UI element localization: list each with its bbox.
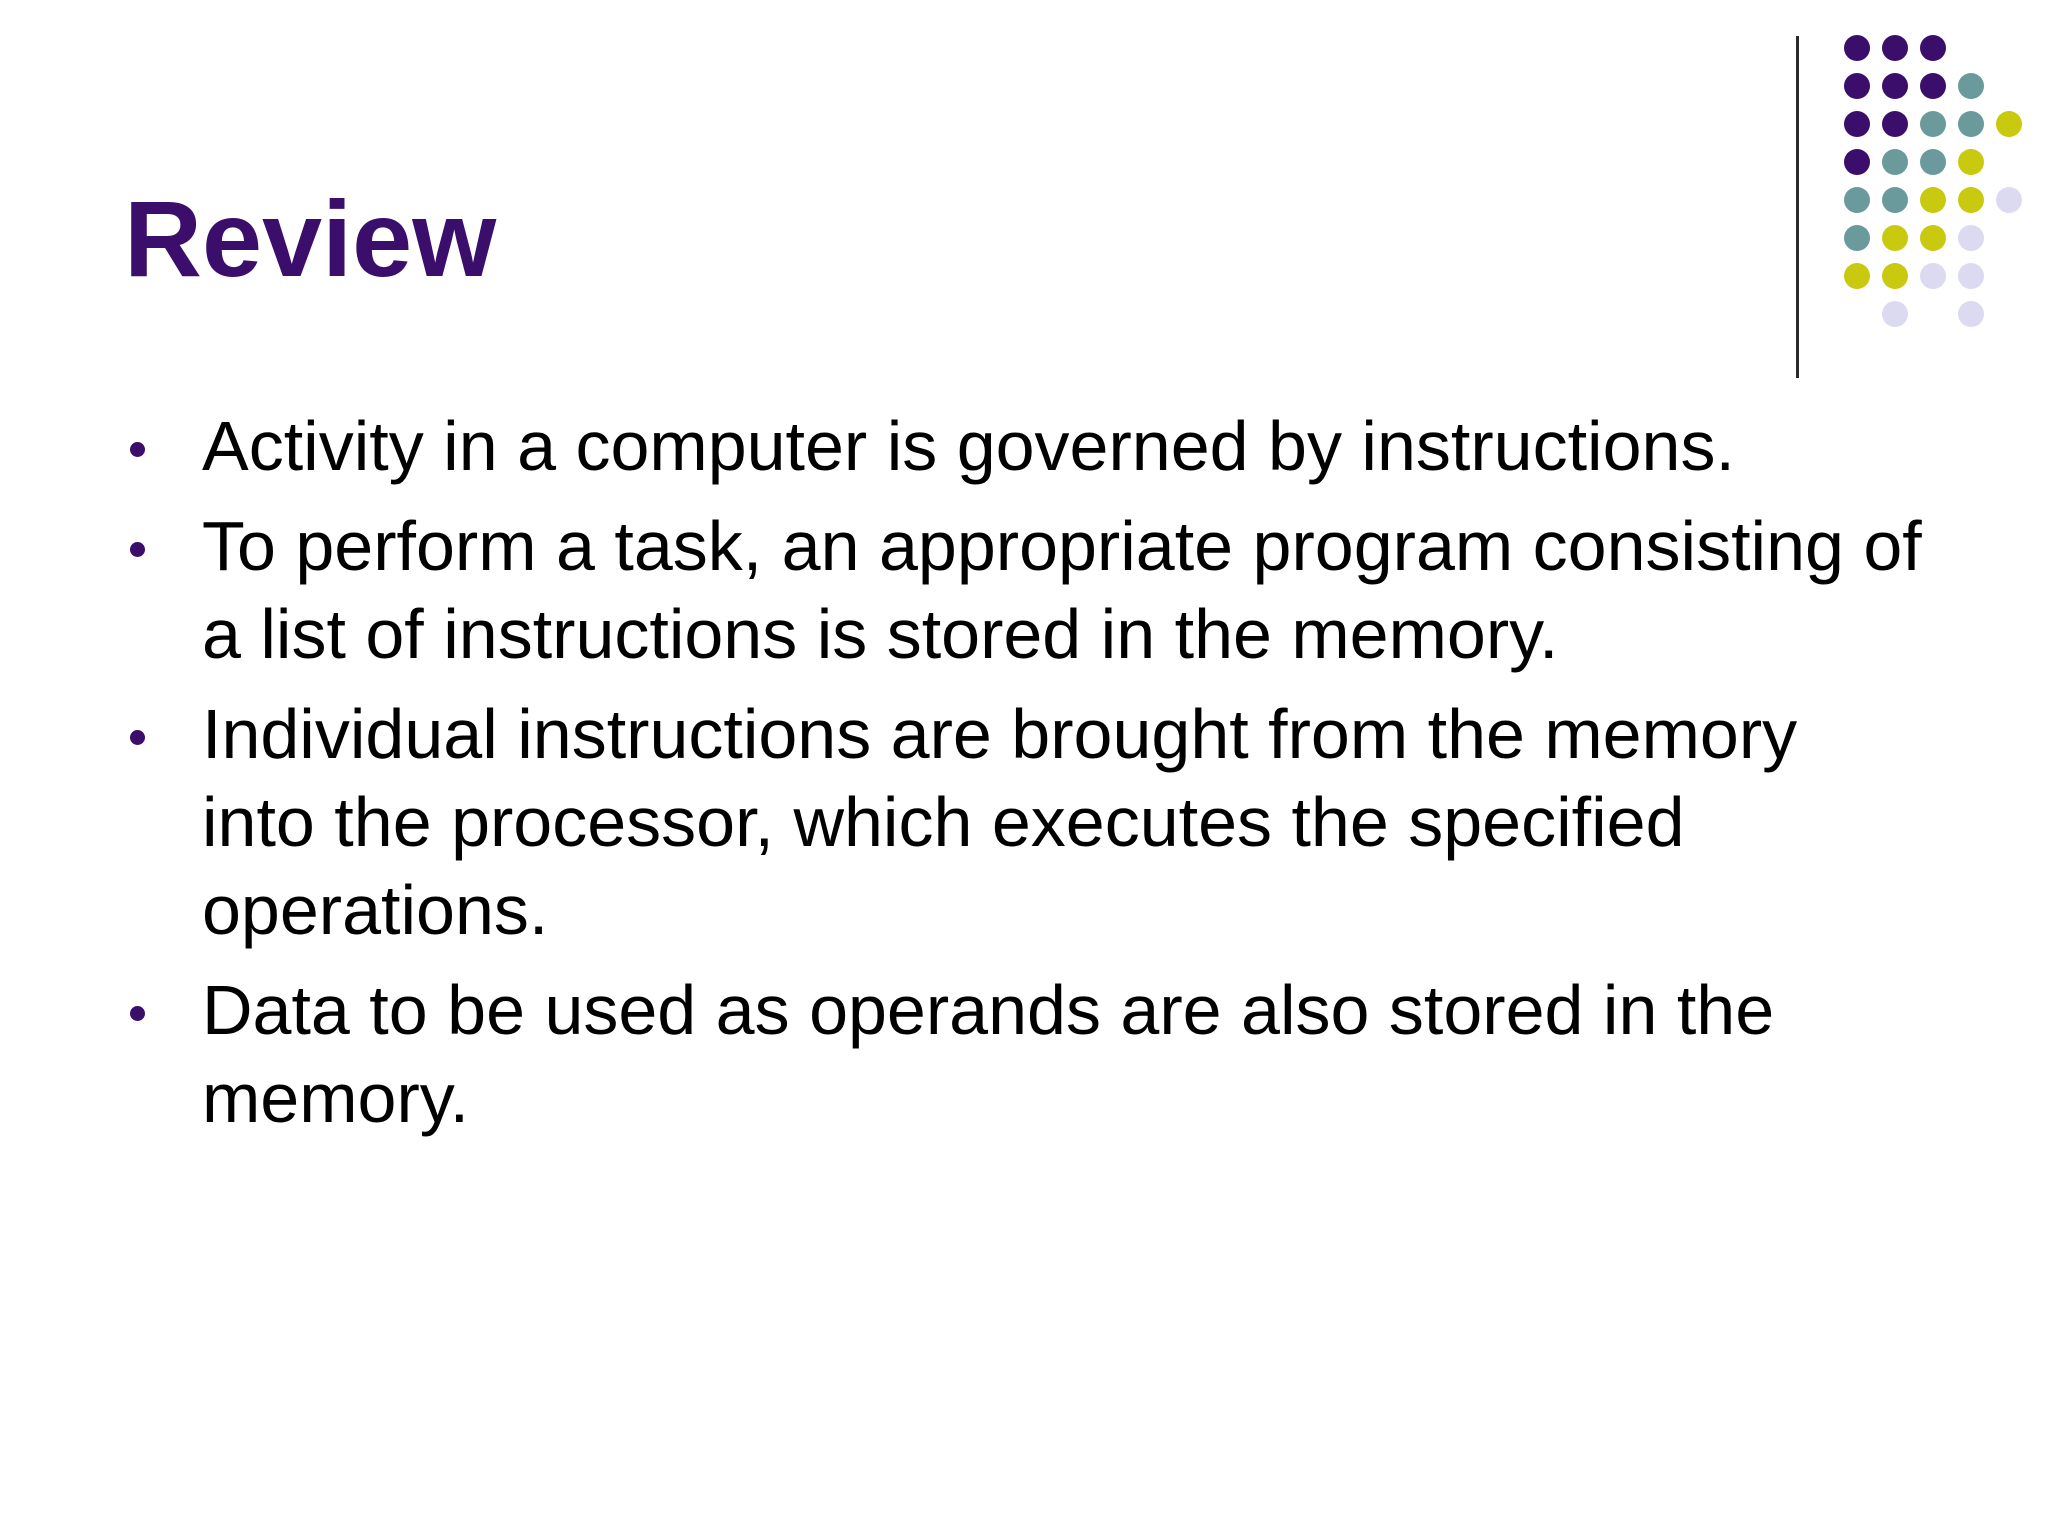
decor-dot [1958,149,1984,175]
decor-dot [1958,225,1984,251]
decor-dot [1882,187,1908,213]
decor-dot [1882,35,1908,61]
decor-dot [1958,301,1984,327]
decor-dot [1920,111,1946,137]
decor-dot [1920,73,1946,99]
bullet-dot-icon [130,442,145,457]
decor-dot [1844,111,1870,137]
decor-dot [1844,187,1870,213]
decor-dot [1920,263,1946,289]
decor-dot [1882,301,1908,327]
bullet-item [124,502,1924,678]
decor-dot [1882,73,1908,99]
decor-dot [1996,187,2022,213]
decor-dot [1920,35,1946,61]
bullet-dot-icon [130,730,145,745]
decor-dot [1844,35,1870,61]
bullet-list [124,402,1924,1154]
bullet-text: Individual instructions are brought from the memory into the processor, which executes the specified operations. [202,695,1798,949]
decor-dot [1958,73,1984,99]
decor-dot [1844,73,1870,99]
decor-dot [1958,111,1984,137]
bullet-dot-icon [130,1006,145,1021]
decor-dot [1844,263,1870,289]
decor-dot [1920,225,1946,251]
bullet-item [124,402,1924,490]
decor-dot [1844,149,1870,175]
decor-dot [1920,149,1946,175]
title-divider-line [1796,36,1799,378]
bullet-item [124,966,1924,1142]
decor-dot [1882,111,1908,137]
decor-dot [1996,111,2022,137]
decor-dot [1958,187,1984,213]
decor-dot [1882,149,1908,175]
decor-dot [1882,263,1908,289]
decor-dot [1920,187,1946,213]
bullet-item [124,690,1924,954]
bullet-text: Data to be used as operands are also stored in the memory. [202,971,1775,1137]
slide-title: Review [124,178,497,299]
bullet-dot-icon [130,542,145,557]
bullet-text: Activity in a computer is governed by instructions. [202,407,1735,485]
decor-dot [1844,225,1870,251]
decor-dot [1958,263,1984,289]
decor-dot [1882,225,1908,251]
bullet-text: To perform a task, an appropriate program consisting of a list of instructions is stored in the memory. [202,507,1922,673]
